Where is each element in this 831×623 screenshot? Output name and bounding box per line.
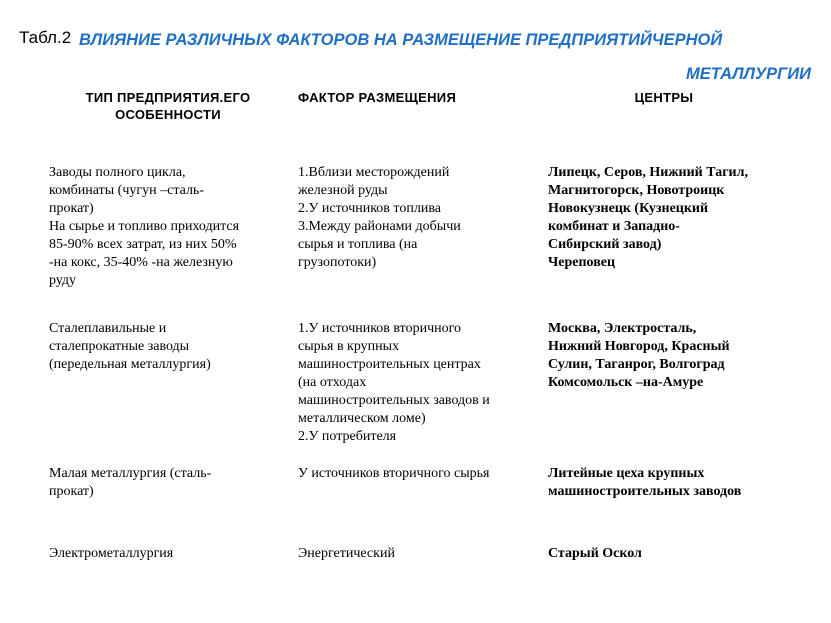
table-title-line-1: ВЛИЯНИЕ РАЗЛИЧНЫХ ФАКТОРОВ НА РАЗМЕЩЕНИЕ ПРЕДПРИЯТИЙЧЕРНОЙ <box>79 31 723 49</box>
row-3-type: Малая металлургия (сталь- прокат) <box>49 466 212 499</box>
table-number: Табл.2 <box>19 28 72 47</box>
row-1-factor: 1.Вблизи месторождений железной руды 2.У источников топлива 3.Между районами добычи сырья и топлива (на грузопотоки) <box>298 165 461 270</box>
row-4-type: Электрометаллургия <box>49 546 174 561</box>
row-2-type: Сталеплавильные и сталепрокатные заводы (передельная металлургия) <box>49 321 211 372</box>
header-centers: ЦЕНТРЫ <box>634 90 694 105</box>
row-2-factor: 1.У источников вторичного сырья в крупных машиностроительных центрах (на отходах машиностроительных заводов и металлическом ломе) 2.У потребителя <box>298 321 490 444</box>
row-3-centers: Литейные цеха крупных машиностроительных заводов <box>548 466 742 499</box>
header-location-factor: ФАКТОР РАЗМЕЩЕНИЯ <box>298 90 457 105</box>
row-4-centers: Старый Оскол <box>548 546 642 561</box>
row-3-factor: У источников вторичного сырья <box>298 466 490 481</box>
row-4-factor: Энергетический <box>298 546 395 561</box>
row-1-centers: Липецк, Серов, Нижний Тагил, Магнитогорск, Новотроицк Новокузнецк (Кузнецкий комбинат и Западно- Сибирский завод) Череповец <box>548 165 748 270</box>
table-title-line-2: МЕТАЛЛУРГИИ <box>685 65 811 83</box>
row-1-type: Заводы полного цикла, комбинаты (чугун –сталь- прокат) На сырье и топливо приходится 85-90% всех затрат, из них 50% -на кокс, 35-40% -на железную руду <box>49 165 240 288</box>
header-enterprise-type: ТИП ПРЕДПРИЯТИЯ.ЕГО ОСОБЕННОСТИ <box>85 90 251 122</box>
row-2-centers: Москва, Электросталь, Нижний Новгород, Красный Сулин, Таганрог, Волгоград Комсомольск –на-Амуре <box>548 321 730 390</box>
